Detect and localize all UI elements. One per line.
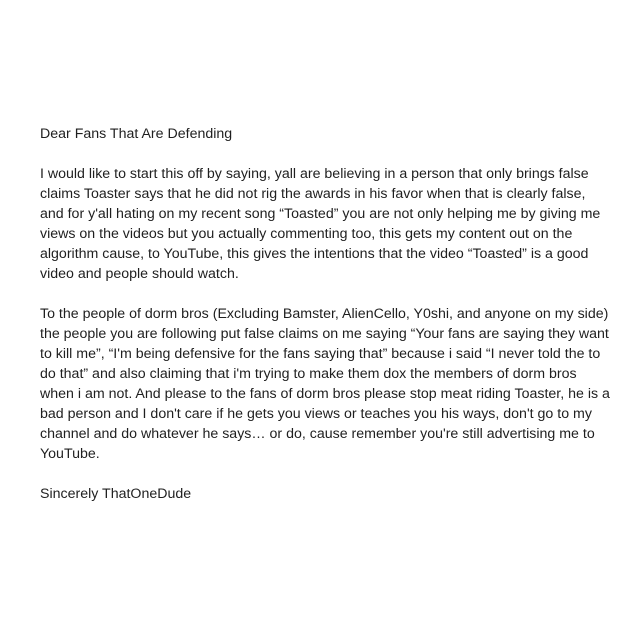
letter-signoff: Sincerely ThatOneDude [40, 486, 192, 502]
letter-document [40, 124, 612, 504]
letter-paragraph-2: To the people of dorm bros (Excluding Bamster, AlienCello, Y0shi, and anyone on my side) the people you are following put false claims on me saying “Your fans are saying they want to kill me”, “I'm being defensive for the fans saying that” because i said “I never told the to do that” and also claiming that i'm trying to make them dox the members of dorm bros when i am not. And please to the fans of dorm bros please stop meat riding Toaster, he is a bad person and I don't care if he gets you views or teaches you his ways, don't go to my channel and do whatever he says… or do, cause remember you're still advertising me to YouTube. [40, 306, 610, 462]
letter-salutation: Dear Fans That Are Defending [40, 126, 233, 142]
letter-paragraph-1: I would like to start this off by saying, yall are believing in a person that only brings false claims Toaster says that he did not rig the awards in his favor when that is clearly false, and for y'all hating on my recent song “Toasted” you are not only helping me by giving me views on the videos but you actually commenting too, this gets my content out on the algorithm cause, to YouTube, this gives the intentions that the video “Toasted” is a good video and people should watch. [40, 166, 601, 282]
